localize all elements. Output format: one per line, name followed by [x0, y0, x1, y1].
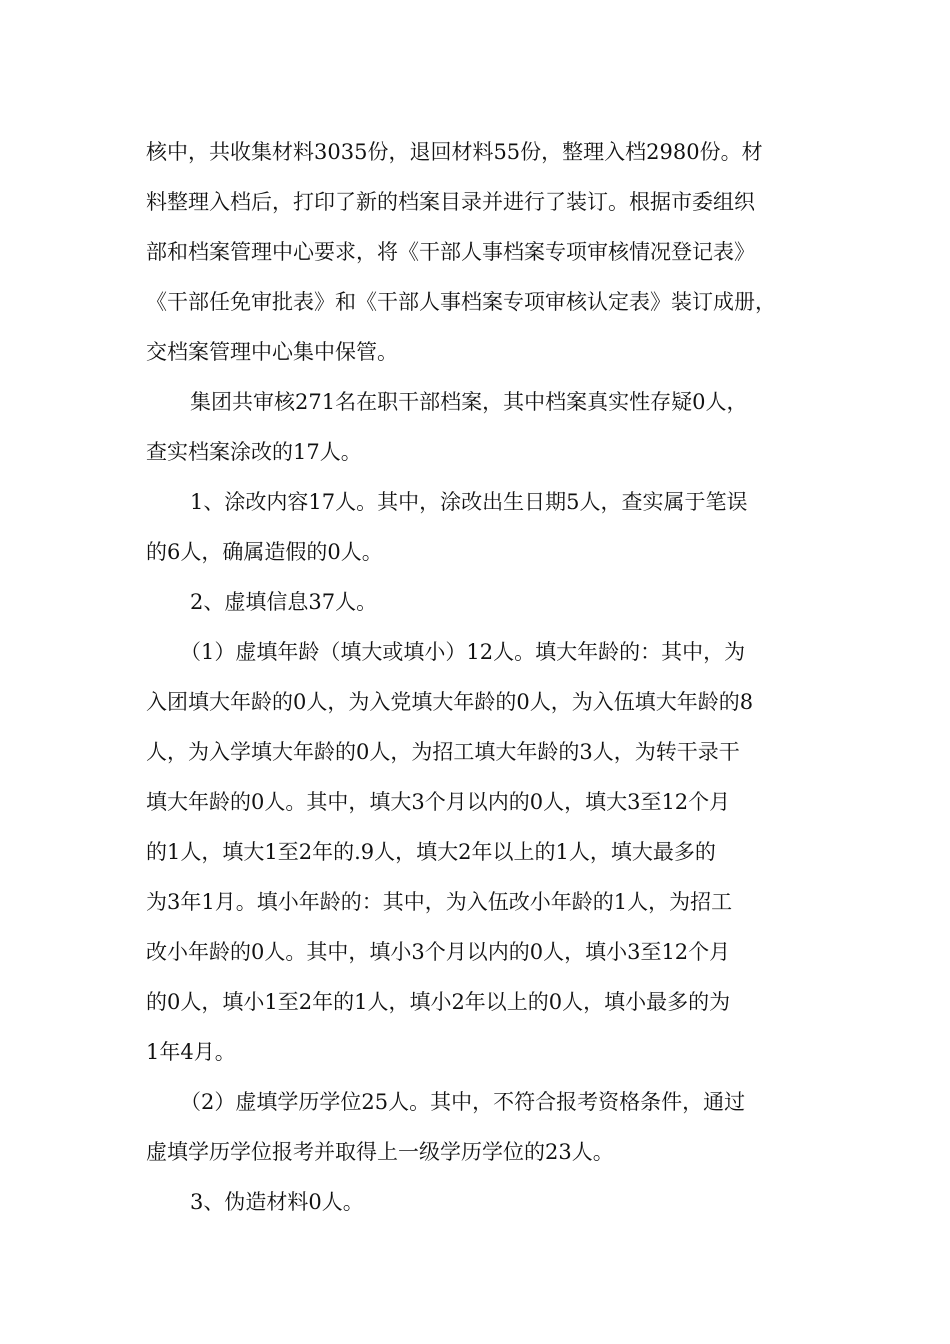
text-line: 集团共审核271名在职干部档案，其中档案真实性存疑0人，: [190, 390, 748, 414]
text-line: 核中，共收集材料3035份，退回材料55份，整理入档2980份。材: [146, 140, 763, 164]
text-line: 《干部任免审批表》和《干部人事档案专项审核认定表》装订成册，: [146, 290, 776, 314]
text-line: 3、伪造材料0人。: [190, 1190, 364, 1214]
text-line: 改小年龄的0人。其中，填小3个月以内的0人，填小3至12个月: [146, 940, 731, 964]
text-line: 入团填大年龄的0人，为入党填大年龄的0人，为入伍填大年龄的8: [146, 690, 754, 714]
text-line: 查实档案涂改的17人。: [146, 440, 362, 464]
text-line: 1年4月。: [146, 1040, 236, 1064]
text-line: 的1人，填大1至2年的.9人，填大2年以上的1人，填大最多的: [146, 840, 716, 864]
text-line: 交档案管理中心集中保管。: [146, 340, 398, 364]
text-line: （2）虚填学历学位25人。其中，不符合报考资格条件，通过: [180, 1090, 746, 1114]
text-line: 人，为入学填大年龄的0人，为招工填大年龄的3人，为转干录干: [146, 740, 740, 764]
text-line: 填大年龄的0人。其中，填大3个月以内的0人，填大3至12个月: [146, 790, 731, 814]
text-line: （1）虚填年龄（填大或填小）12人。填大年龄的：其中，为: [180, 640, 746, 664]
text-line: 为3年1月。填小年龄的：其中，为入伍改小年龄的1人，为招工: [146, 890, 733, 914]
text-line: 料整理入档后，打印了新的档案目录并进行了装订。根据市委组织: [146, 190, 755, 214]
text-line: 的6人，确属造假的0人。: [146, 540, 383, 564]
text-line: 1、涂改内容17人。其中，涂改出生日期5人，查实属于笔误: [190, 490, 748, 514]
text-line: 的0人，填小1至2年的1人，填小2年以上的0人，填小最多的为: [146, 990, 731, 1014]
text-line: 虚填学历学位报考并取得上一级学历学位的23人。: [146, 1140, 614, 1164]
text-line: 部和档案管理中心要求，将《干部人事档案专项审核情况登记表》: [146, 240, 755, 264]
text-line: 2、虚填信息37人。: [190, 590, 378, 614]
